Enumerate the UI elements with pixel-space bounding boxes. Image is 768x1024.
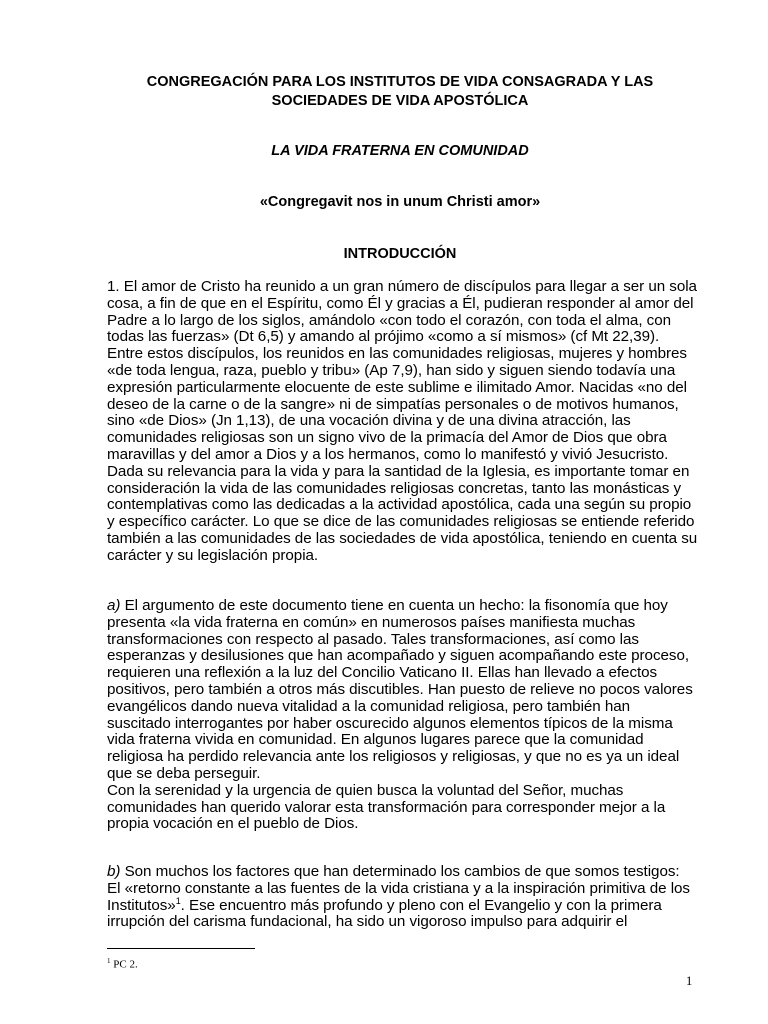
paragraph-line: requieren una reflexión a la luz del Concilio Vaticano II. Ellas han llevado a efectos — [107, 664, 658, 682]
paragraph-1 — [107, 279, 699, 565]
paragraph-a — [107, 598, 699, 833]
document-title — [100, 142, 700, 161]
paragraph-line: transformaciones con respecto al pasado. Tales transformaciones, así como las — [107, 630, 639, 648]
paragraph-line: maravillas y del amor a Dios y a los hermanos, como lo manifestó y vivió Jesucristo. — [107, 445, 669, 463]
paragraph-line: consideración la vida de las comunidades religiosas concretas, tanto las monásticas y — [107, 479, 682, 497]
paragraph-line: comunidades religiosas son un signo vivo de la primacía del Amor de Dios que obra — [107, 429, 667, 447]
paragraph-line: El «retorno constante a las fuentes de la vida cristiana y a la inspiración primitiva de los — [107, 879, 690, 897]
paragraph-line: esperanzas y desilusiones que han acompañado y siguen acompañando este proceso, — [107, 647, 690, 665]
paragraph-line: irrupción del carisma fundacional, ha sido un vigoroso impulso para adquirir el — [107, 913, 628, 931]
paragraph-line-text: . Ese encuentro más profundo y pleno con el Evangelio y con la primera — [180, 896, 662, 914]
paragraph-line: Entre estos discípulos, los reunidos en las comunidades religiosas, mujeres y hombres — [107, 345, 687, 363]
page-number: 1 — [686, 974, 693, 988]
paragraph-line-text: Son muchos los factores que han determinado los cambios de que somos testigos: — [120, 863, 680, 880]
footnote — [107, 955, 138, 972]
section-heading — [100, 245, 700, 264]
paragraph-line: Dada su relevancia para la vida y para la santidad de la Iglesia, es importante tomar en — [107, 462, 690, 480]
paragraph-line: suscitado interrogantes por haber oscurecido algunos elementos típicos de la misma — [107, 714, 673, 732]
paragraph-line: Con la serenidad y la urgencia de quien busca la voluntad del Señor, muchas — [107, 781, 624, 799]
paragraph-line: cosa, a fin de que en el Espíritu, como Él y gracias a Él, pudieran responder al amor del — [107, 294, 694, 312]
footnote-reference[interactable]: 1 — [175, 895, 181, 906]
paragraph-line: carácter y su legislación propia. — [107, 546, 319, 564]
footnote-divider — [107, 948, 255, 949]
paragraph-line: contemplativas como las dedicadas a la actividad apostólica, cada una según su propio — [107, 496, 692, 514]
document-motto-text: «Congregavit nos in unum Christi amor» — [259, 194, 541, 210]
paragraph-line: deseo de la carne o de la sangre» ni de simpatías personales o de motivos humanos, — [107, 395, 679, 413]
paragraph-marker: b) — [107, 863, 121, 880]
paragraph-line: «de toda lengua, raza, pueblo y tribu» (Ap 7,9), han sido y siguen siendo todavía una — [107, 361, 676, 379]
paragraph-line: presenta «la vida fraterna en común» en numerosos países manifiesta muchas — [107, 613, 636, 631]
organization-heading-line: CONGREGACIÓN PARA LOS INSTITUTOS DE VIDA CONSAGRADA Y LAS — [146, 74, 654, 90]
paragraph-line-text: Institutos» — [107, 896, 176, 914]
paragraph-line: positivos, pero también a otros más discutibles. Han puesto de relieve no pocos valores — [107, 680, 693, 698]
paragraph-line: propia vocación en el pueblo de Dios. — [107, 815, 359, 833]
paragraph-line: también a las comunidades de las sociedades de vida apostólica, teniendo en cuenta su — [107, 529, 698, 547]
paragraph-line: sino «de Dios» (Jn 1,13), de una vocación divina y de una divina atracción, las — [107, 412, 631, 430]
paragraph-line: evangélicos dando nueva vitalidad a la comunidad religiosa, pero también han — [107, 697, 631, 715]
paragraph-line: vida fraterna vivida en comunidad. En algunos lugares parece que la comunidad — [107, 731, 644, 749]
document-motto — [100, 193, 700, 212]
paragraph-marker: a) — [107, 597, 121, 614]
paragraph-line — [107, 864, 699, 881]
paragraph-line: que se deba perseguir. — [107, 764, 261, 782]
paragraph-line: religiosa ha perdido relevancia ante los religiosos y religiosas, y que no es ya un ideal — [107, 748, 680, 766]
paragraph-line: todas las fuerzas» (Dt 6,5) y amando al prójimo «como a sí mismos» (cf Mt 22,39). — [107, 328, 660, 346]
paragraph-line: 1. El amor de Cristo ha reunido a un gran número de discípulos para llegar a ser un sola — [107, 278, 697, 295]
paragraph-line — [107, 895, 699, 915]
organization-heading-line: SOCIEDADES DE VIDA APOSTÓLICA — [271, 93, 529, 109]
footnote-number: 1 — [107, 957, 111, 965]
paragraph-line: comunidades han querido valorar esta transformación para corresponder mejor a la — [107, 798, 666, 816]
paragraph-line: expresión particularmente elocuente de este sublime e ilimitado Amor. Nacidas «no del — [107, 378, 687, 396]
footnote-text: PC 2. — [110, 958, 138, 971]
section-heading-text: INTRODUCCIÓN — [343, 246, 457, 262]
paragraph-line-text: El argumento de este documento tiene en cuenta un hecho: la fisonomía que hoy — [120, 597, 668, 614]
paragraph-line: y específico carácter. Lo que se dice de las comunidades religiosas se entiende referido — [107, 513, 695, 531]
organization-heading — [100, 73, 700, 111]
paragraph-b — [107, 864, 699, 931]
paragraph-line: Padre a lo largo de los siglos, amándolo «con todo el corazón, con toda el alma, con — [107, 311, 671, 329]
paragraph-line — [107, 598, 699, 615]
document-title-text: LA VIDA FRATERNA EN COMUNIDAD — [271, 143, 529, 159]
